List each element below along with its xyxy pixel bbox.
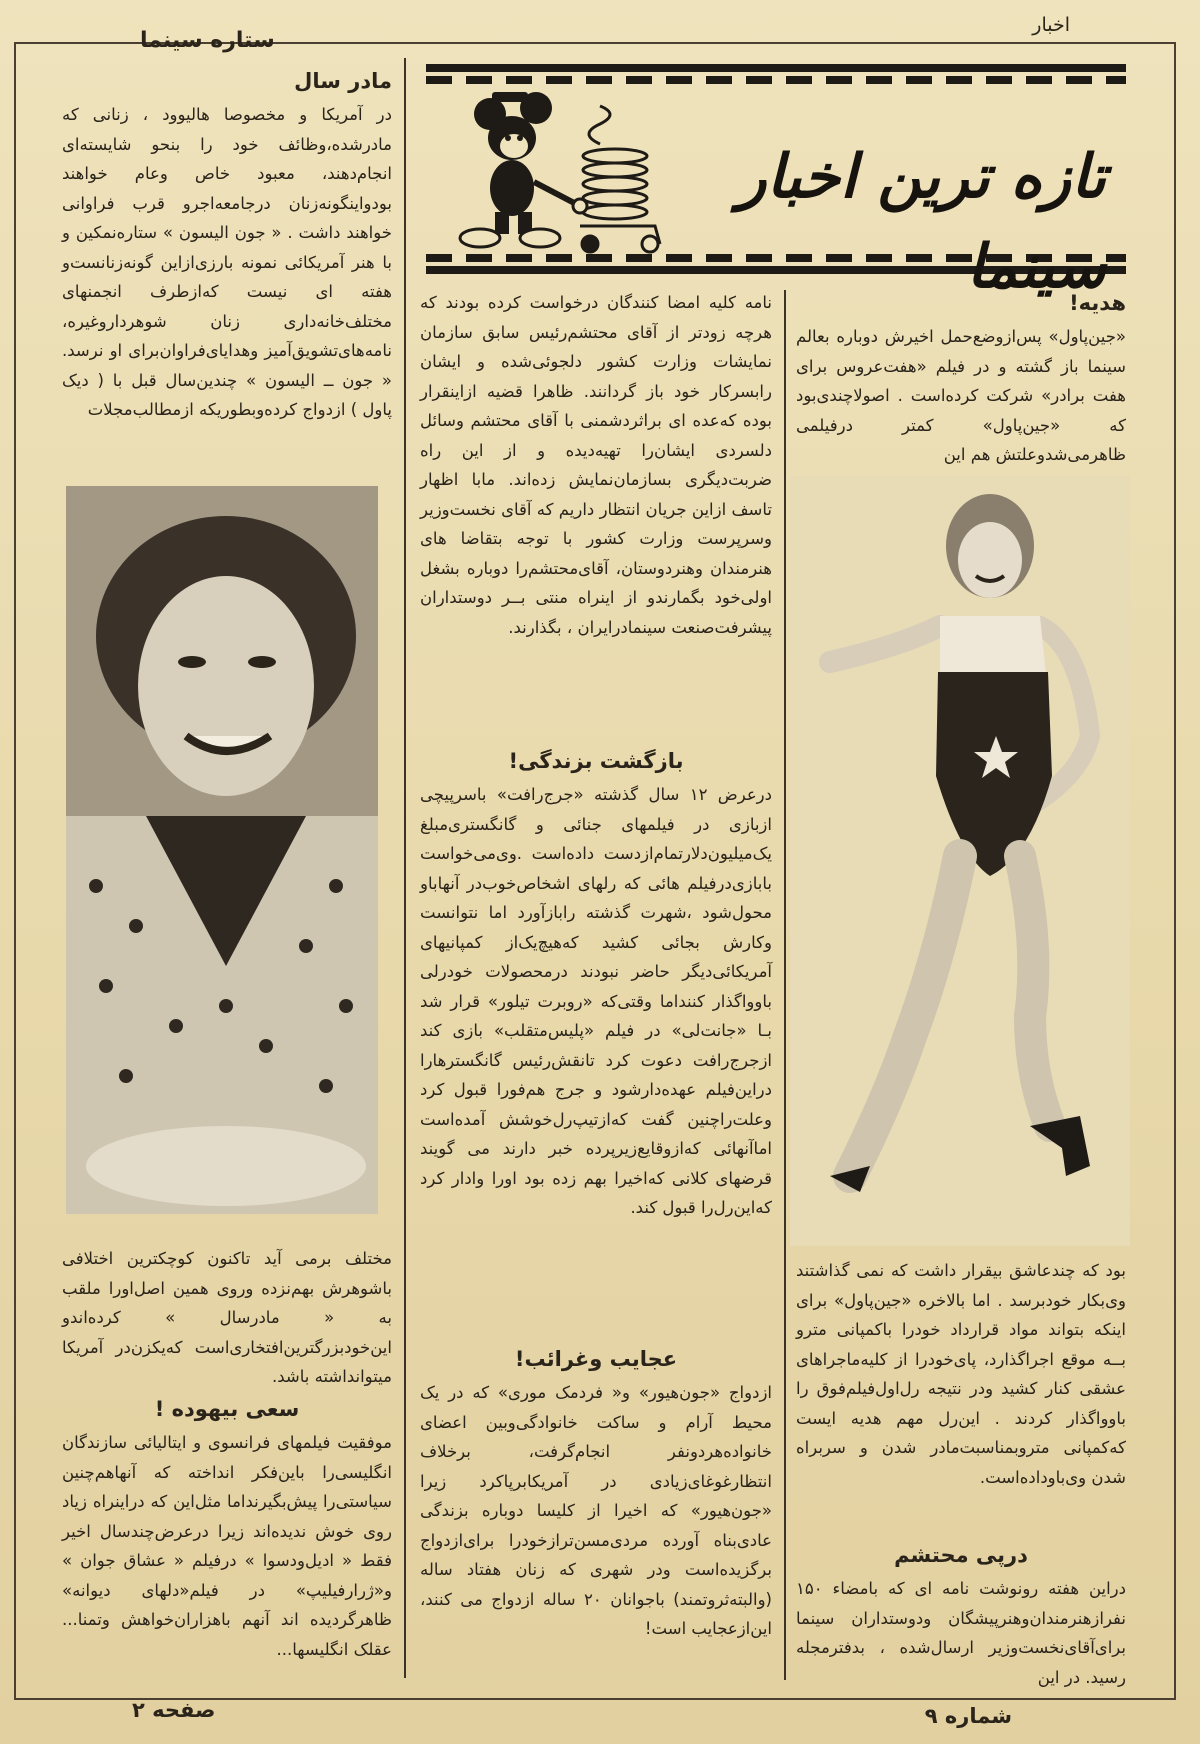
issue-number: شماره ۹ bbox=[924, 1704, 1012, 1728]
article-gift-continued bbox=[796, 1256, 1126, 1542]
running-head-left: ستاره سینما bbox=[140, 28, 275, 53]
article-title: بازگشت بزندگی! bbox=[508, 749, 684, 773]
cartoon-mouse-icon bbox=[440, 86, 680, 256]
article-title: سعی بیهوده ! bbox=[154, 1397, 300, 1421]
article-body: «جین‌پاول» پس‌ازوضع‌حمل اخیرش دوباره بعالم سینما باز گشته و در فیلم «هفت‌عروس برای هفت برادر» شرکت کرده‌است . اصولا‌چندی‌بود که «جین‌پاول» کمتر درفیلمی ظاهرمی‌شدوعلتش هم این bbox=[796, 327, 1126, 464]
article-title: مادر سال bbox=[294, 69, 392, 93]
page-number: صفحه ۲ bbox=[132, 1698, 216, 1722]
photo-june-allyson bbox=[66, 486, 378, 1214]
article-body: موفقیت فیلمهای فرانسوی و ایتالیائی سازندگان انگلیسی‌را باین‌فکر انداخته که آنهاهم‌چنین سیاستی‌را پیش‌بگیرند‌اما مثل‌این که دراینراه زیاد روی خوش ندیده‌اند زیرا درعرض‌چندسال اخیر فقط « ادیل‌ودسوا » درفیلم « عشاق جوان » و«ژرارفیلیپ» در فیلم«دلهای دیوانه» ظاهرگردیده اند آنهم باهزاران‌خواهش وتمنا... عقلک انگلیسها... bbox=[62, 1433, 392, 1659]
running-head-right: اخبار bbox=[1032, 14, 1070, 36]
portrait-image bbox=[66, 486, 378, 1214]
photo-jane-powell bbox=[790, 476, 1130, 1246]
article-letter bbox=[420, 288, 772, 738]
column-divider-right bbox=[784, 290, 786, 1680]
article-body: مختلف برمی آید تاکنون کوچکترین اختلافی باشوهرش بهم‌نزده وروی همین اصل‌اورا ملقب به « مادرسال » کرده‌اندو این‌خودبزرگترین‌افتخاری‌است که‌یکزن‌در آمریکا میتوانداشته باشد. bbox=[62, 1249, 392, 1386]
article-body: بود که چندعاشق بیقرار داشت که نمی گذاشتند وی‌بکار خودبرسد . اما بالاخره «جین‌پاول» برای اینکه بتواند مواد قرارداد خودرا باکمپانی مترو بــه موقع اجراگذارد، پای‌خودرا از کلیه‌ماجراهای عشقی کنار کشید ودر نتیجه رل‌اول‌فیلم‌فوق را باوواگذار کردند . این‌رل‌ مهم هدیه ایست که‌کمپانی مترو‌بمناسبت‌مادر شدن و سربراه شدن وی‌باوداده‌است. bbox=[796, 1261, 1126, 1487]
news-banner bbox=[426, 64, 1126, 302]
article-title: عجایب وغرائب! bbox=[514, 1347, 678, 1371]
column-divider-left bbox=[404, 58, 406, 1678]
article-vain-effort bbox=[62, 1394, 392, 1664]
film-strip-top bbox=[426, 76, 1126, 84]
article-return-to-life bbox=[420, 746, 772, 1336]
article-title: درپی محتشم bbox=[894, 1543, 1028, 1567]
article-mother-of-year-continued bbox=[62, 1244, 392, 1394]
dancer-image bbox=[790, 476, 1130, 1246]
article-gift bbox=[796, 288, 1126, 478]
article-body: ازدواج «جون‌هیور» و« فردمک‌ موری» که در یک محیط آرام و ساکت خانوادگی‌وبین اعضای خانواده‌هردونفر انجام‌گرفت، برخلاف انتظار‌غوغای‌زیادی در آمریکابرپاکرد زیرا «جون‌هیور» که اخیرا از کلیسا دوباره بزندگی عادی‌بناه آورده مردی‌مسن‌تراز‌خودرا برای‌ازدواج برگزیده‌است ودر شهری که زنان هفتاد ساله (والبته‌ثروتمند) باجوانان ۲۰ ساله ازدواج می کنند، این‌ازعجایب است! bbox=[420, 1383, 772, 1638]
banner-title: تازه ترین اخبار سینما bbox=[737, 142, 1106, 302]
article-mother-of-year bbox=[62, 66, 392, 466]
article-body: دراین هفته رونوشت نامه ای که بامضاء ۱۵۰ نفراز‌هنرمندان‌وهنرپیشگان ودوستداران سینما برای‌آقای‌نخست‌وزیر ارسال‌شده ، بدفترمجله رسید. در این bbox=[796, 1579, 1126, 1687]
article-body: نامه کلیه امضا کنندگان درخواست کرده بودند که هرچه زودتر از آقای محتشم‌رئیس سابق سازمان نمایشات وزارت کشور دلجوئی‌شده و ایشان رابسرکار خود باز گردانند. ظاهرا قضیه ازاینقرار بوده که‌عده ای براثردشمنی با آقای محتشم وسائل دلسردی ایشان‌را تهیه‌دیده و از این راه ضربت‌دیگری بسازمان‌نمایش زده‌اند. مابا اظهار تاسف ازاین جریان انتظار داریم که آقای نخست‌وزیر وسرپرست وزارت کشور با توجه بتقاضا های هنرمندان وهنردوستان، آقای‌محتشم‌را دوباره بشغل اولی‌خود بگمارندو از اینراه منتی بــر دوستداران پیشرفت‌صنعت سینمادرایران ، بگذارند. bbox=[420, 293, 772, 637]
article-body: درعرض ۱۲ سال گذشته «جرج‌رافت» باسرپیچی ازبازی در فیلمهای جنائی و گانگستری‌مبلغ یک‌میلیون‌دلارتمام‌ازدست داده‌است .وی‌می‌خواست بابازی‌درفیلم هائی که رلهای اشخاص‌خوب‌در آنهاباو محول‌شود ،شهرت گذشته رابازآورد اما نتوانست وکارش بجائی کشید که‌هیچ‌یک‌از کمپانیهای آمریکائی‌دیگر حاضر نبودند درمحصولات خودرلی باوواگذار کنند‌اما وقتی‌که «روبرت تیلور» قرار شد بـا «جانت‌لی» در فیلم «پلیس‌متقلب» بازی کند ازجرج‌رافت دعوت کرد تانقش‌رئیس گانگسترهارا دراین‌فیلم عهده‌دارشود و جرج هم‌فورا قبول کرد وعلت‌راچنین گفت که‌ازتیپ‌رل‌خوشش آمده‌است اماآنهائی که‌ازوقایع‌زیرپرده خبر دارند می گویند قرضهای کلانی که‌اخیرا بهم زده بود اورا وادار کرد که‌این‌رل‌را قبول کند. bbox=[420, 785, 772, 1217]
article-body: در آمریکا و مخصوصا هالیوود ، زنانی که مادرشده،وظائف خود را بنحو شایسته‌ای انجام‌دهند، معبود خاص وعام خواهند بودواینگونه‌زنان درجامعه‌اجرو قرب فراوانی خواهند داشت . « جون الیسون » ستاره‌نمکین‌ و با هنر آمریکائی نمونه بارزی‌ازاین گونه‌زنانست‌و هفته ای نیست که‌ازطرف انجمنهای مختلف‌خانه‌داری زنان شوهردارو‌غیره، نامه‌های‌تشویق‌آمیز وهدایای‌فراوان‌برای او نرسد. « جون ــ الیسون » چندین‌سال قبل با ( دیک پاول ) ازدواج کرده‌وبطوریکه ازمطالب‌مجلات bbox=[62, 105, 392, 419]
article-title: هدیه! bbox=[1069, 291, 1126, 315]
article-wonders bbox=[420, 1344, 772, 1674]
article-following-mohtasham bbox=[796, 1540, 1126, 1687]
